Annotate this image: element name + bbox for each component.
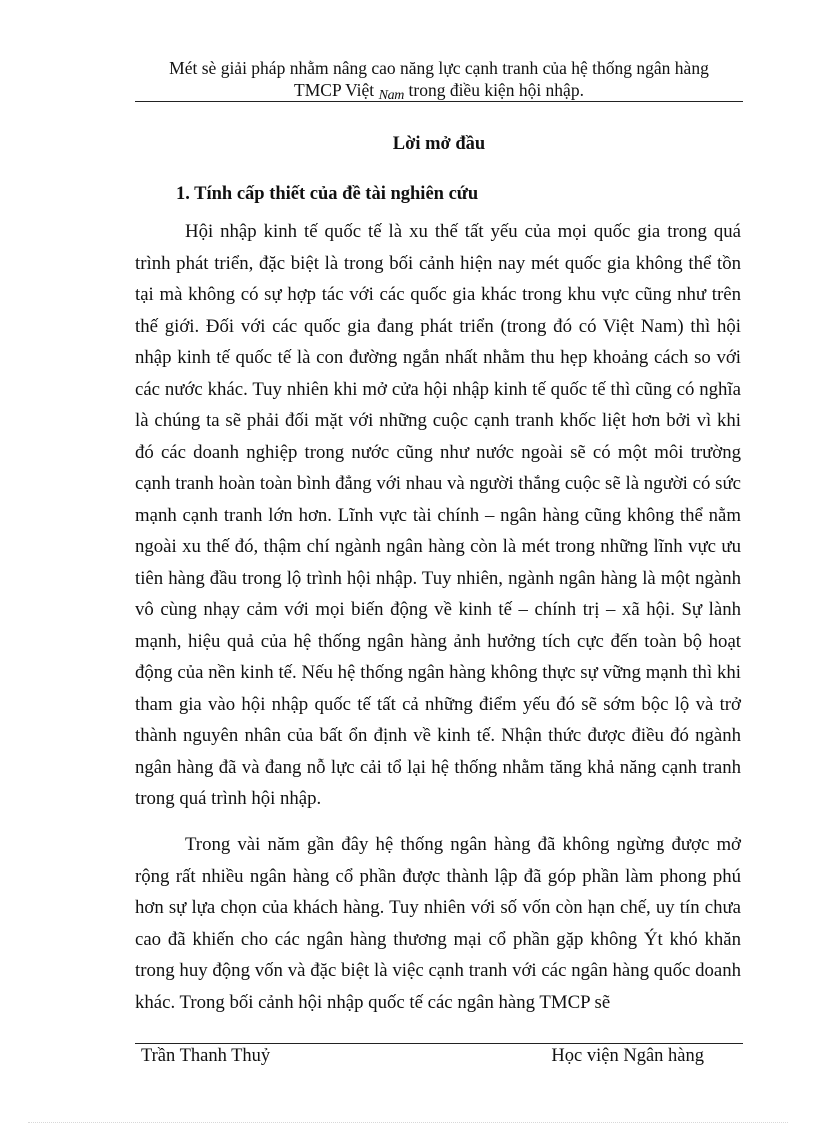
footer-divider bbox=[135, 1043, 743, 1044]
body-paragraph-1: Hội nhập kinh tế quốc tế là xu thế tất yếu của mọi quốc gia trong quá trình phát triển, đặc biệt là trong bối cảnh hiện nay mét quốc gia không thể tồn tại mà không có sự hợp tác với các quốc gia khác trong khu vực cũng như trên thế giới. Đối với các quốc gia đang phát triển (trong đó có Việt Nam) thì hội nhập kinh tế quốc tế là con đường ngắn nhất nhằm thu hẹp khoảng cách so với các nước khác. Tuy nhiên khi mở cửa hội nhập kinh tế quốc tế thì cũng có nghĩa là chúng ta sẽ phải đối mặt với những cuộc cạnh tranh khốc liệt hơn bởi vì khi đó các doanh nghiệp trong nước cũng như nước ngoài sẽ có một môi trường cạnh tranh hoàn toàn bình đẳng với nhau và người thắng cuộc sẽ là người có sức mạnh cạnh tranh lớn hơn. Lĩnh vực tài chính – ngân hàng cũng không thể nằm ngoài xu thế đó, thậm chí ngành ngân hàng còn là mét trong những lĩnh vực ưu tiên hàng đầu trong lộ trình hội nhập. Tuy nhiên, ngành ngân hàng là một ngành vô cùng nhạy cảm với mọi biến động về kinh tế – chính trị – xã hội. Sự lành mạnh, hiệu quả của hệ thống ngân hàng ảnh hưởng tích cực đến toàn bộ hoạt động của nền kinh tế. Nếu hệ thống ngân hàng không thực sự vững mạnh thì khi tham gia vào hội nhập quốc tế tất cả những điểm yếu đó sẽ sớm bộc lộ và trở thành nguyên nhân của bất ổn định về kinh tế. Nhận thức được điều đó ngành ngân hàng đã và đang nỗ lực cải tổ lại hệ thống nhằm tăng khả năng cạnh tranh trong quá trình hội nhập. bbox=[135, 221, 741, 809]
footer-institution: Học viện Ngân hàng bbox=[551, 1046, 704, 1066]
page-title: Lời mở đầu bbox=[392, 134, 486, 154]
header-divider bbox=[135, 101, 743, 102]
footer-author: Trần Thanh Thuỷ bbox=[141, 1046, 271, 1066]
running-header-line-2 bbox=[135, 79, 743, 107]
running-header-line-2-start: TMCP Việt bbox=[294, 80, 379, 100]
body-paragraph-2: Trong vài năm gần đây hệ thống ngân hàng đã không ngừng được mở rộng rất nhiều ngân hàng cổ phần được thành lập đã góp phần làm phong phú hơn sự lựa chọn của khách hàng. Tuy nhiên với số vốn còn hạn chế, uy tín chưa cao đã khiến cho các ngân hàng thương mại cổ phần gặp không Ýt khó khăn trong huy động vốn và đặc biệt là việc cạnh tranh với các ngân hàng quốc doanh khác. Trong bối cảnh hội nhập quốc tế các ngân hàng TMCP sẽ bbox=[135, 834, 741, 1013]
section-title: 1. Tính cấp thiết của đề tài nghiên cứu bbox=[176, 184, 479, 204]
running-header-line-2-end: trong điều kiện hội nhập. bbox=[404, 80, 584, 100]
running-header-line-1: Mét sè giải pháp nhằm nâng cao năng lực cạnh tranh của hệ thống ngân hàng bbox=[169, 58, 709, 78]
running-header bbox=[135, 57, 743, 107]
running-header-nam: Nam bbox=[378, 88, 405, 103]
